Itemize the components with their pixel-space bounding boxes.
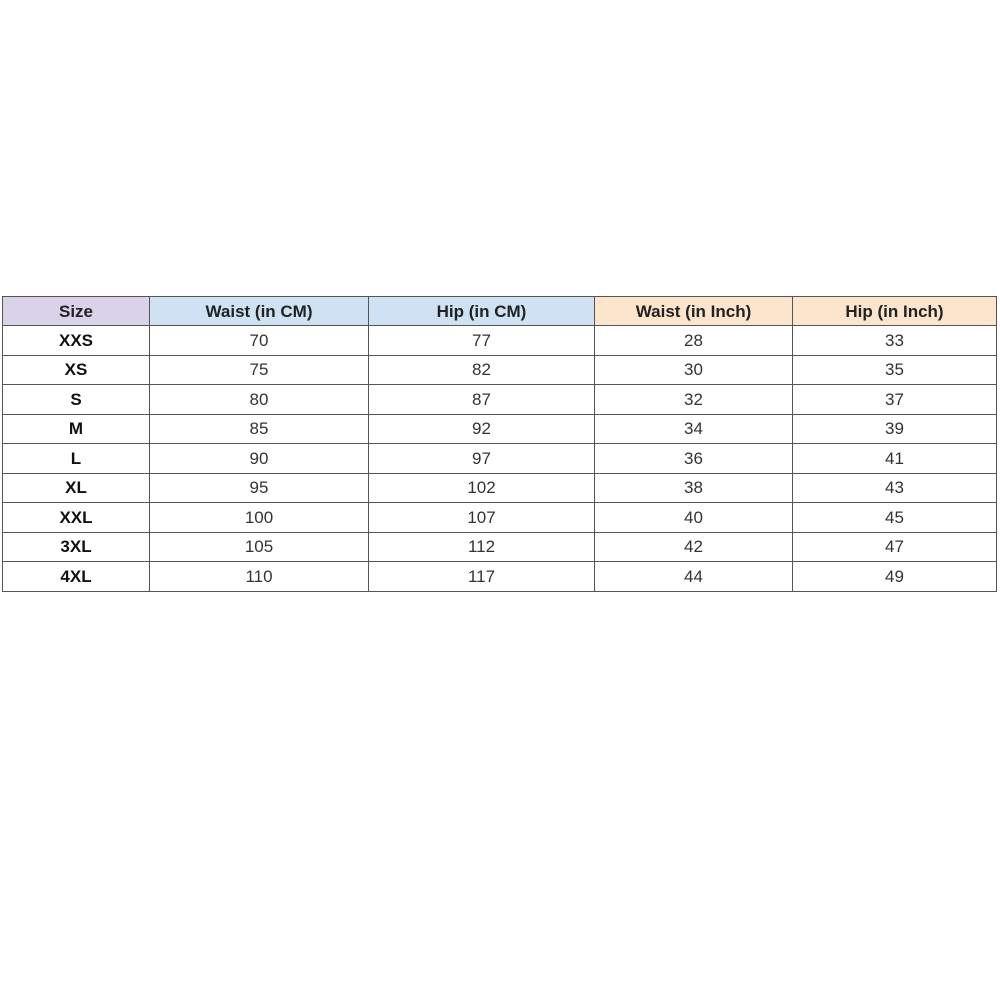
hip-inch-cell: 37: [793, 385, 997, 415]
hip-inch-cell: 41: [793, 444, 997, 474]
hip-cm-cell: 87: [369, 385, 595, 415]
waist-cm-cell: 95: [150, 473, 369, 503]
waist-cm-cell: 110: [150, 562, 369, 592]
waist-inch-cell: 42: [595, 532, 793, 562]
size-cell: XXS: [3, 326, 150, 356]
table-body: [3, 326, 997, 592]
waist-cm-cell: 100: [150, 503, 369, 533]
size-cell: XXL: [3, 503, 150, 533]
table-row: [3, 473, 997, 503]
header-size: Size: [3, 297, 150, 326]
size-cell: L: [3, 444, 150, 474]
size-cell: XL: [3, 473, 150, 503]
size-cell: XS: [3, 355, 150, 385]
table-row: [3, 562, 997, 592]
hip-cm-cell: 82: [369, 355, 595, 385]
size-cell: 4XL: [3, 562, 150, 592]
waist-inch-cell: 30: [595, 355, 793, 385]
waist-cm-cell: 75: [150, 355, 369, 385]
hip-cm-cell: 107: [369, 503, 595, 533]
size-chart-table: [2, 296, 997, 592]
hip-inch-cell: 33: [793, 326, 997, 356]
hip-inch-cell: 49: [793, 562, 997, 592]
hip-cm-cell: 92: [369, 414, 595, 444]
table-row: [3, 326, 997, 356]
hip-cm-cell: 117: [369, 562, 595, 592]
table-row: [3, 355, 997, 385]
header-waist-cm: Waist (in CM): [150, 297, 369, 326]
table-row: [3, 503, 997, 533]
table-row: [3, 532, 997, 562]
size-cell: 3XL: [3, 532, 150, 562]
size-cell: S: [3, 385, 150, 415]
header-hip-cm: Hip (in CM): [369, 297, 595, 326]
hip-cm-cell: 102: [369, 473, 595, 503]
waist-inch-cell: 38: [595, 473, 793, 503]
hip-cm-cell: 112: [369, 532, 595, 562]
waist-cm-cell: 90: [150, 444, 369, 474]
hip-inch-cell: 47: [793, 532, 997, 562]
waist-inch-cell: 34: [595, 414, 793, 444]
header-row: [3, 297, 997, 326]
waist-cm-cell: 85: [150, 414, 369, 444]
waist-inch-cell: 28: [595, 326, 793, 356]
hip-inch-cell: 39: [793, 414, 997, 444]
header-hip-inch: Hip (in Inch): [793, 297, 997, 326]
hip-cm-cell: 77: [369, 326, 595, 356]
table-row: [3, 444, 997, 474]
waist-cm-cell: 105: [150, 532, 369, 562]
waist-inch-cell: 44: [595, 562, 793, 592]
header-waist-inch: Waist (in Inch): [595, 297, 793, 326]
hip-inch-cell: 35: [793, 355, 997, 385]
hip-cm-cell: 97: [369, 444, 595, 474]
waist-cm-cell: 70: [150, 326, 369, 356]
size-cell: M: [3, 414, 150, 444]
waist-inch-cell: 32: [595, 385, 793, 415]
table-row: [3, 414, 997, 444]
hip-inch-cell: 45: [793, 503, 997, 533]
waist-inch-cell: 40: [595, 503, 793, 533]
hip-inch-cell: 43: [793, 473, 997, 503]
waist-inch-cell: 36: [595, 444, 793, 474]
table-row: [3, 385, 997, 415]
waist-cm-cell: 80: [150, 385, 369, 415]
